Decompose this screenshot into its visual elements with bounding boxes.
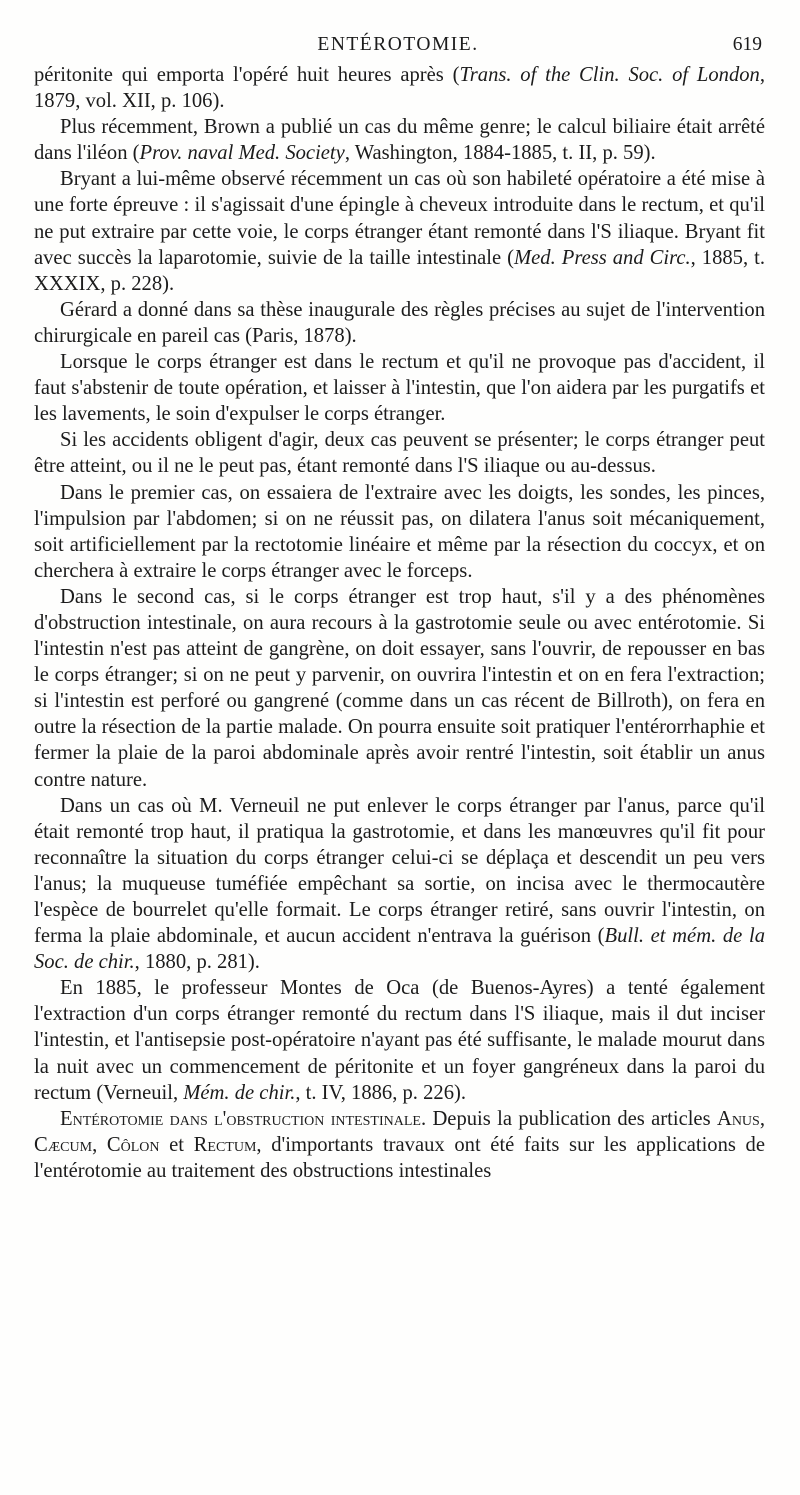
paragraph-text: Dans le second cas, si le corps étranger est trop haut, s'il y a des phénomènes d'obstruction intestinale, on aura recours à la gastrotomie seule ou avec entérotomie. Si l'intestin n'est pas atteint de gangrène, on doit essayer, sans l'ouvrir, de repousser en bas le corps étranger; si on ne peut y parvenir, on ouvrira l'intestin et on en fera l'extraction; si l'intestin est perforé ou gangrené (comme dans un cas récent de Billroth), on fera en outre la résection de la partie malade. On pourra ensuite soit pratiquer l'entérorrhaphie et fermer la plaie de la paroi abdominale après avoir rentré l'intestin, soit établir un anus contre nature. <box>34 585 765 791</box>
paragraph <box>34 114 765 166</box>
paragraph <box>34 62 765 114</box>
paragraph-text: Si les accidents obligent d'agir, deux cas peuvent se présenter; le corps étranger peut être atteint, ou il ne le peut pas, étant remonté dans l'S iliaque ou au-dessus. <box>34 429 765 478</box>
citation-text: Trans. of the Clin. Soc. of London <box>459 64 760 86</box>
paragraph-text: Lorsque le corps étranger est dans le rectum et qu'il ne provoque pas d'accident, il faut s'abstenir de toute opération, et laisser à l'intestin, que l'on aidera par les purgatifs et les lavements, le soin d'expulser le corps étranger. <box>34 351 765 426</box>
page-header <box>34 34 762 60</box>
small-caps-text: Rectum <box>193 1133 257 1156</box>
paragraph-text: Plus récemment, Brown a publié un cas du même genre; le calcul biliaire était arrêté dans l'iléon ( <box>34 116 765 165</box>
running-title: ENTÉROTOMIE. <box>317 34 479 55</box>
paragraph-text: , d'importants travaux ont été faits sur les applications de l'entérotomie au traitement des obstructions intestinales <box>34 1133 765 1182</box>
paragraph-text: , 1880, p. 281). <box>134 951 260 974</box>
paragraph-text: Bryant a lui-même observé récemment un cas où son habileté opératoire a été mise à une forte épreuve : il s'agissait d'une épingle à cheveux introduite dans le rectum, et qu'il ne put extraire par cette voie, le corps étranger étant remonté dans l'S iliaque. Bryant fit avec succès la laparotomie, suivie de la taille intestinale ( <box>34 168 765 269</box>
paragraph-text: , Washington, 1884-1885, t. II, p. 59). <box>344 142 656 165</box>
paragraph <box>34 975 765 1105</box>
paragraph <box>34 480 765 584</box>
citation-text: Bull. et mém. de la Soc. de chir. <box>34 925 765 974</box>
paragraph <box>34 297 765 349</box>
page-number: 619 <box>732 34 762 55</box>
body-text <box>34 62 765 1184</box>
paragraph <box>34 1106 765 1184</box>
paragraph <box>34 427 765 479</box>
small-caps-text: Entérotomie dans l'obstruction intestinale. <box>60 1107 427 1130</box>
paragraph <box>34 793 765 976</box>
paragraph <box>34 349 765 427</box>
paragraph-text: Dans un cas où M. Verneuil ne put enlever le corps étranger par l'anus, parce qu'il était remonté trop haut, il pratiqua la gastrotomie, et dans les manœuvres qu'il fit pour reconnaître la situation du corps étranger celui-ci se déplaça et descendit un peu vers l'anus; la muqueuse tuméfiée empêchant sa sortie, on incisa avec le thermocautère l'espèce de bourrelet qu'elle formait. Le corps étranger retiré, sans ouvrir l'intestin, on ferma la plaie abdominale, et aucun accident n'entrava la guérison ( <box>34 794 765 948</box>
paragraph-text: , t. IV, 1886, p. 226). <box>295 1081 467 1104</box>
paragraph-text: Depuis la publication des articles <box>426 1107 717 1130</box>
paragraph-text: Dans le premier cas, on essaiera de l'extraire avec les doigts, les sondes, les pinces, l'impulsion par l'abdomen; si on ne réussit pas, on dilatera l'anus soit mécaniquement, soit artificiellement par la rectotomie linéaire et même par la résection du coccyx, et on cherchera à extraire le corps étranger avec le forceps. <box>34 481 765 582</box>
small-caps-text: Anus <box>716 1107 760 1130</box>
citation-text: Med. Press and Circ. <box>514 246 691 269</box>
paragraph-text: , 1879, vol. XII, p. 106). <box>34 64 766 113</box>
paragraph-text: péritonite qui emporta l'opéré huit heures après ( <box>34 64 460 86</box>
paragraph-text: Gérard a donné dans sa thèse inaugurale des règles précises au sujet de l'intervention chirurgicale en pareil cas (Paris, 1878). <box>34 298 765 347</box>
small-caps-text: Cæcum <box>34 1133 93 1156</box>
paragraph <box>34 584 765 793</box>
paragraph-text: , <box>759 1107 765 1130</box>
paragraph-text: , 1885, t. XXXIX, p. 228). <box>34 246 765 295</box>
paragraph-text: , <box>92 1133 107 1156</box>
paragraph-text: et <box>159 1133 194 1156</box>
paragraph <box>34 166 765 296</box>
citation-text: Mém. de chir. <box>183 1081 296 1104</box>
small-caps-text: Côlon <box>106 1133 160 1156</box>
citation-text: Prov. naval Med. Society <box>139 142 345 165</box>
paragraph-text: En 1885, le professeur Montes de Oca (de Buenos-Ayres) a tenté également l'extraction d'un corps étranger remonté du rectum dans l'S iliaque, mais il dut inciser l'intestin, et l'antisepsie post-opératoire n'ayant pas été suffisante, le malade mourut dans la nuit avec un commencement de péritonite et un foyer gangréneux dans la paroi du rectum (Verneuil, <box>34 977 765 1104</box>
